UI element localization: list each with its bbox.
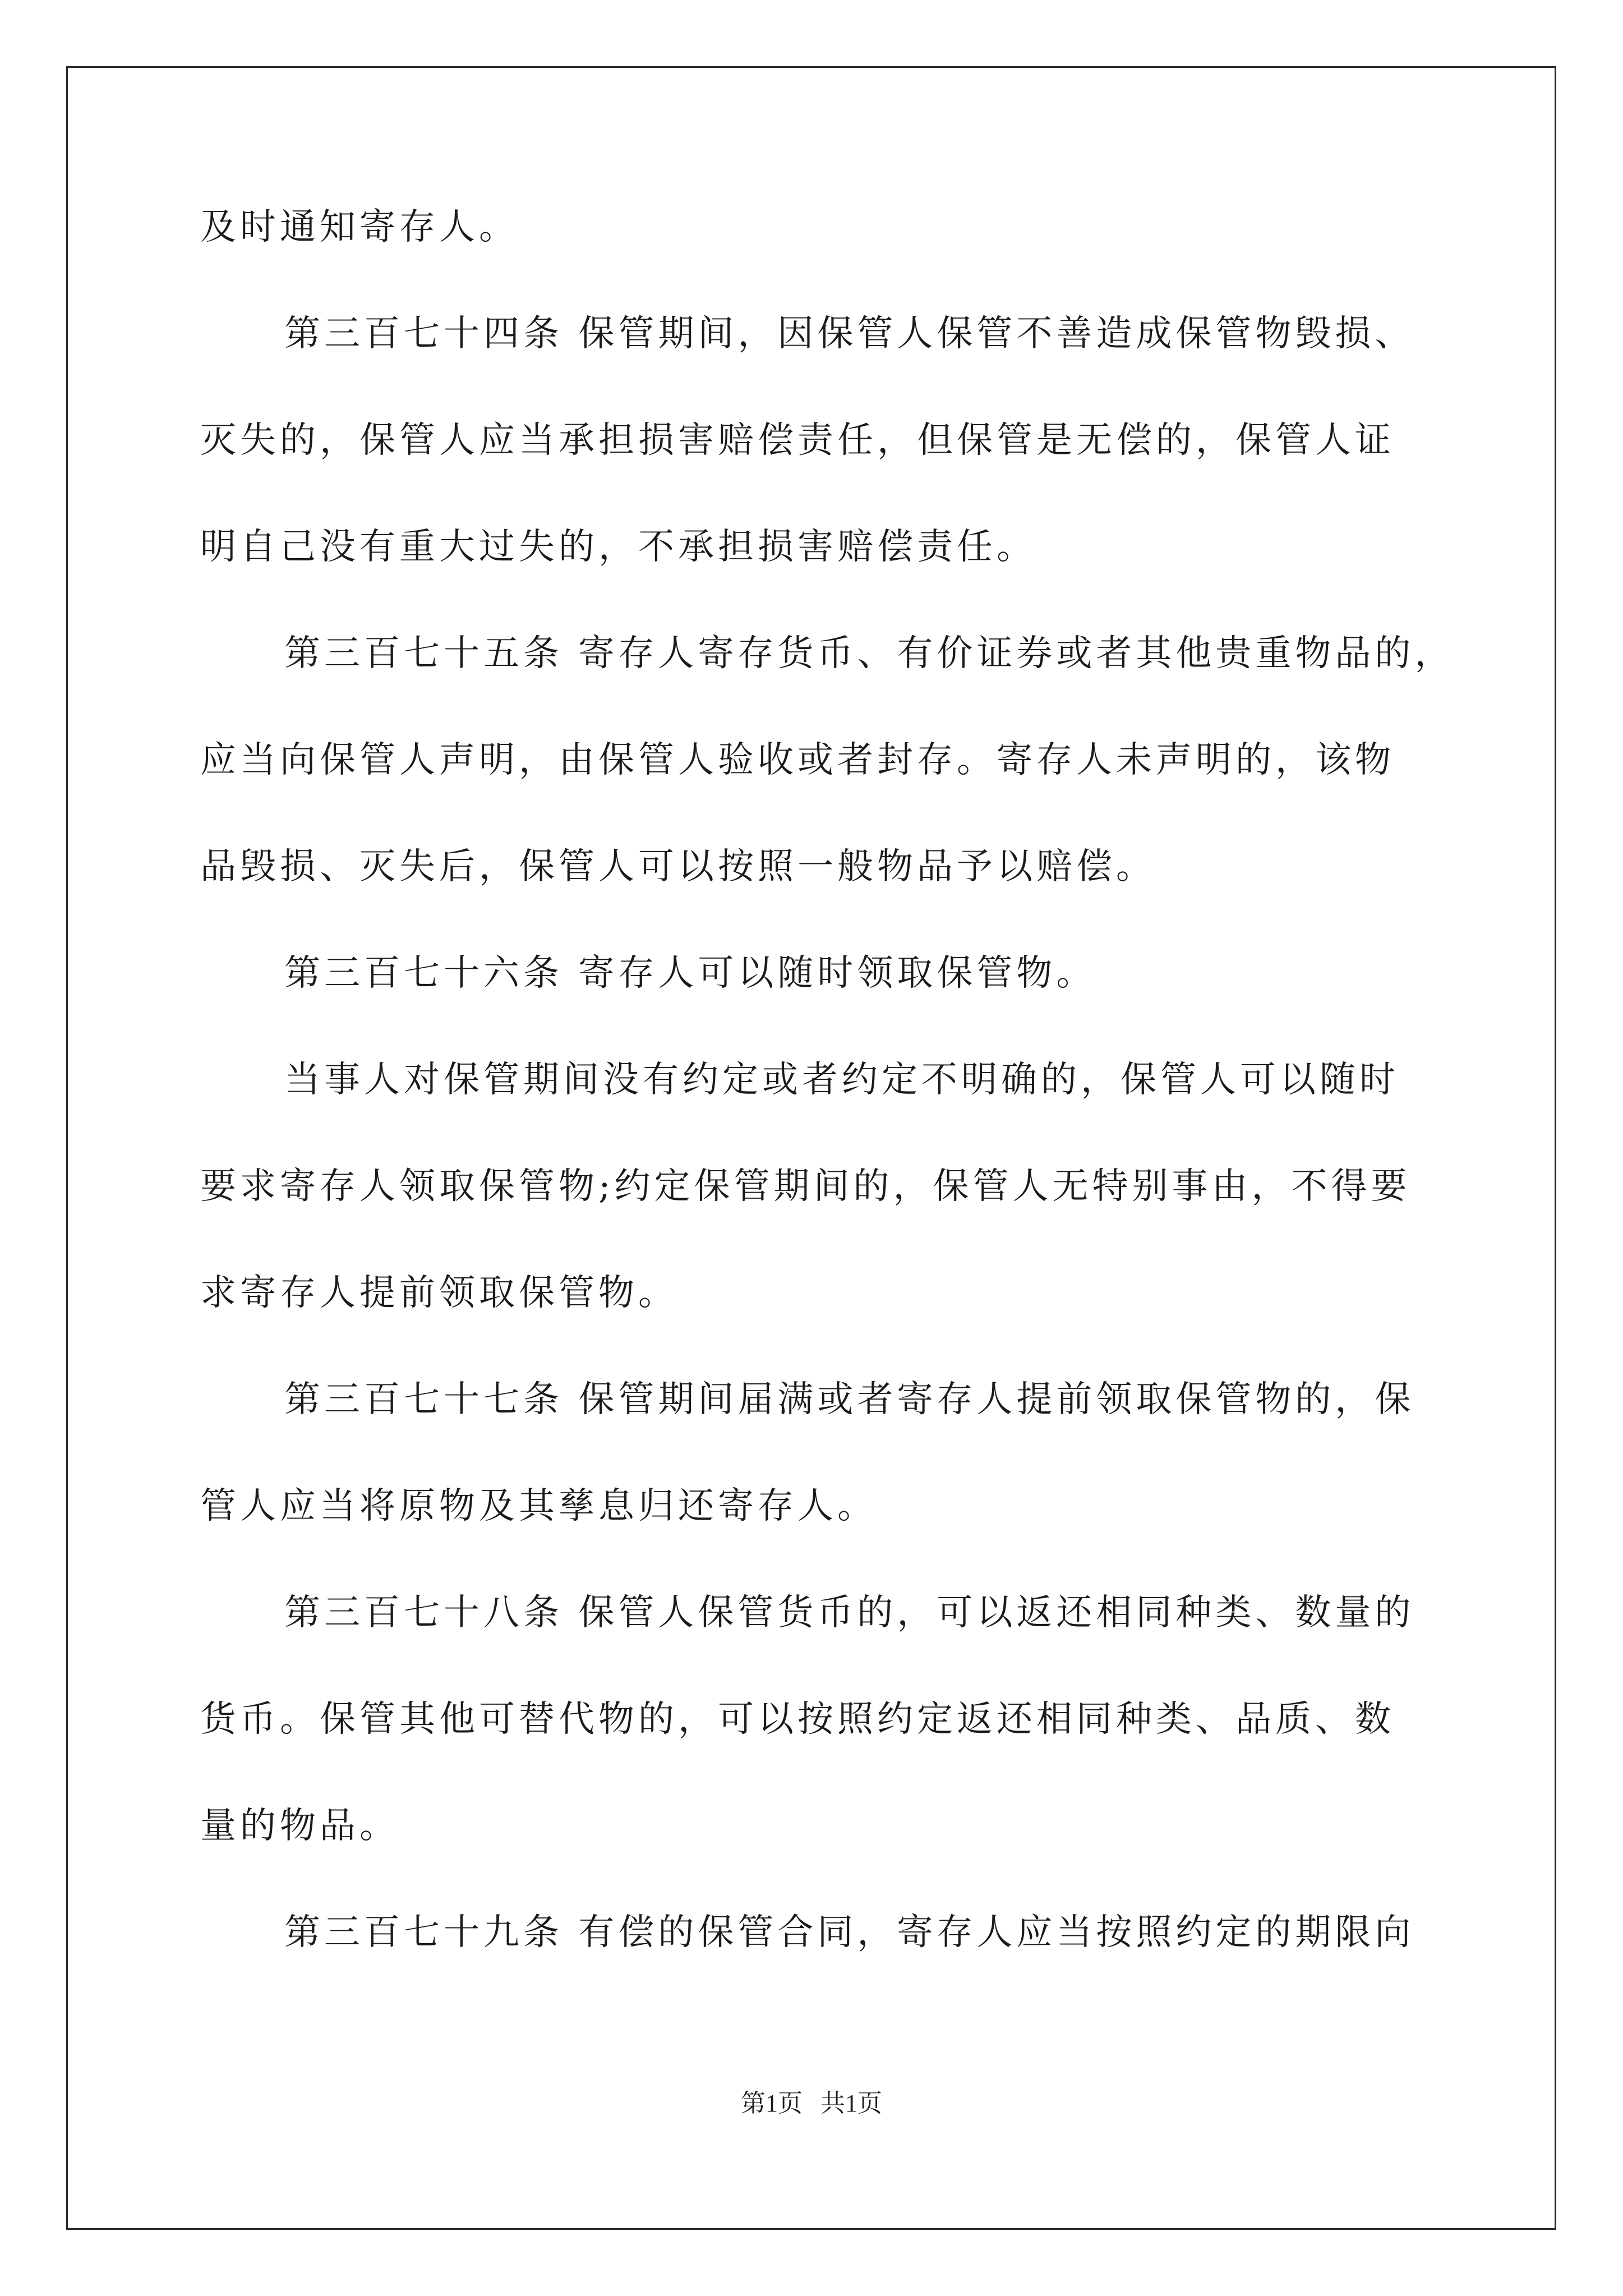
text-line: 量的物品。 xyxy=(200,1805,399,1847)
text-line: 应当向保管人声明，由保管人验收或者封存。寄存人未声明的，该物 xyxy=(200,739,1395,781)
text-line: 第三百七十六条 寄存人可以随时领取保管物。 xyxy=(284,953,1096,994)
text-line: 第三百七十九条 有偿的保管合同，寄存人应当按照约定的期限向 xyxy=(284,1912,1415,1953)
page-footer xyxy=(0,2087,1623,2120)
text-line: 货币。保管其他可替代物的，可以按照约定返还相同种类、品质、数 xyxy=(200,1699,1395,1740)
text-line: 灭失的，保管人应当承担损害赔偿责任，但保管是无偿的，保管人证 xyxy=(200,420,1395,461)
text-line: 品毁损、灭失后，保管人可以按照一般物品予以赔偿。 xyxy=(200,846,1156,887)
text-line: 要求寄存人领取保管物;约定保管期间的，保管人无特别事由，不得要 xyxy=(200,1166,1411,1207)
page-number: 第1页 xyxy=(741,2090,803,2117)
text-line: 第三百七十四条 保管期间，因保管人保管不善造成保管物毁损、 xyxy=(284,313,1415,355)
text-line: 当事人对保管期间没有约定或者约定不明确的，保管人可以随时 xyxy=(284,1059,1399,1101)
text-line: 及时通知寄存人。 xyxy=(200,206,519,248)
text-line: 明自己没有重大过失的，不承担损害赔偿责任。 xyxy=(200,526,1036,568)
text-line: 第三百七十七条 保管期间届满或者寄存人提前领取保管物的，保 xyxy=(284,1379,1415,1420)
text-line: 求寄存人提前领取保管物。 xyxy=(200,1272,678,1314)
text-line: 第三百七十五条 寄存人寄存货币、有价证券或者其他贵重物品的， xyxy=(284,633,1455,674)
page-total: 共1页 xyxy=(820,2090,882,2117)
text-line: 第三百七十八条 保管人保管货币的，可以返还相同种类、数量的 xyxy=(284,1592,1415,1634)
text-line: 管人应当将原物及其孳息归还寄存人。 xyxy=(200,1485,877,1527)
